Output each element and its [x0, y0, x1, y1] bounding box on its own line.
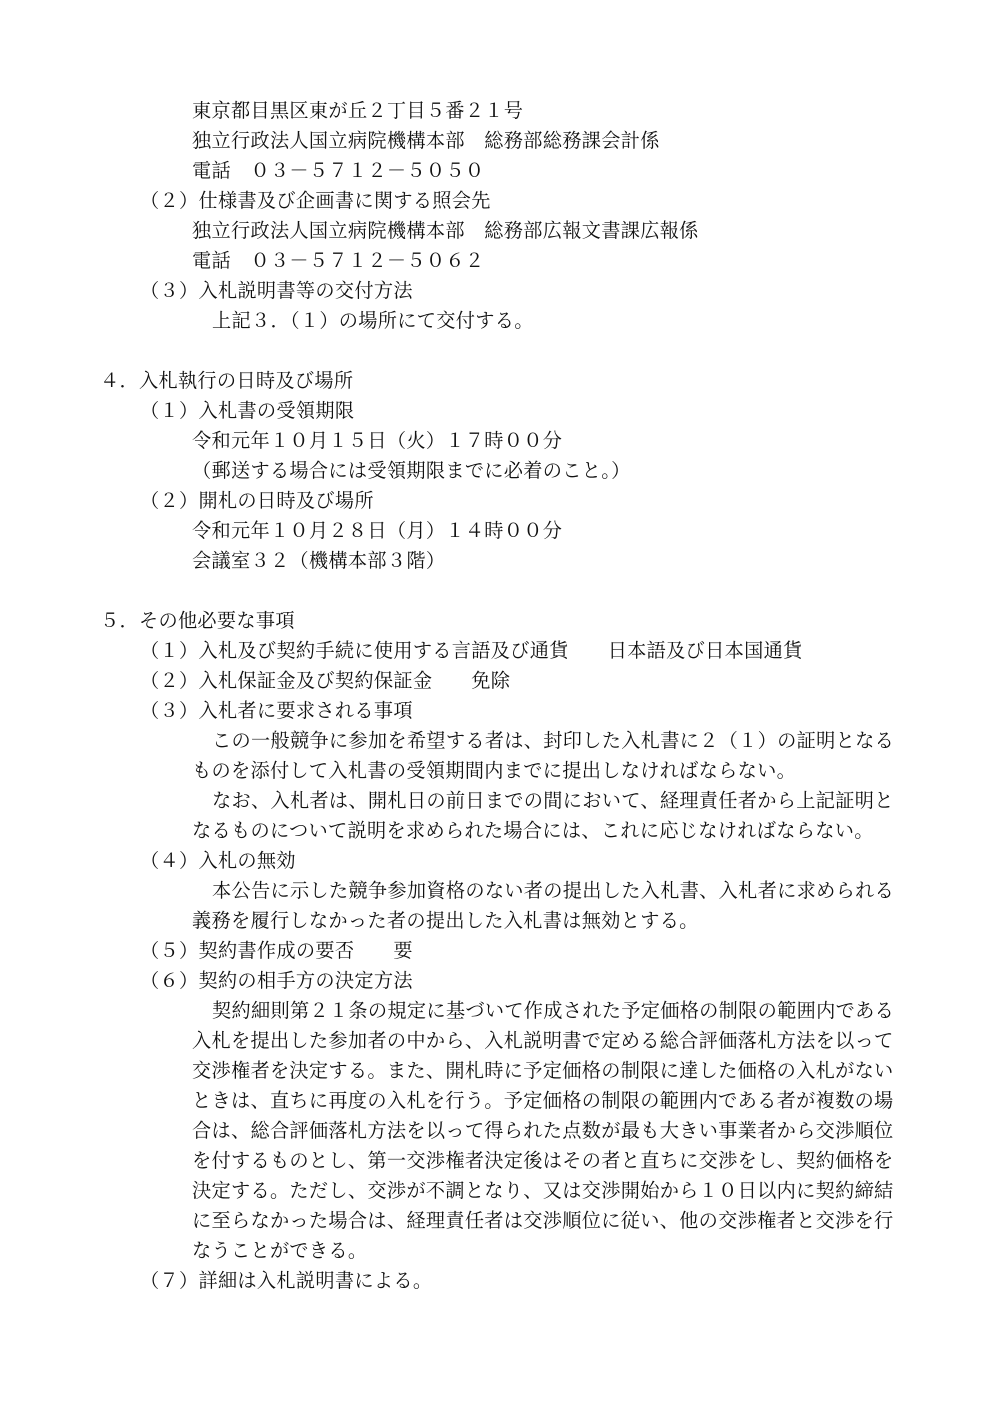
pr-office: 独立行政法人国立病院機構本部 総務部広報文書課広報係 [192, 219, 699, 242]
deposit-item: （２）入札保証金及び契約保証金 免除 [140, 669, 511, 692]
accounting-phone: 電話 ０３－５７１２－５０５０ [192, 159, 485, 182]
contract-document-item: （５）契約書作成の要否 要 [140, 939, 413, 962]
language-currency-item: （１）入札及び契約手続に使用する言語及び通貨 日本語及び日本国通貨 [140, 639, 803, 662]
requirements-paragraph-1: この一般競争に参加を希望する者は、封印した入札書に２（１）の証明となるものを添付して入札書の受領期間内までに提出しなければならない。 [192, 729, 895, 782]
invalid-bid-body: 本公告に示した競争参加資格のない者の提出した入札書、入札者に求められる義務を履行しなかった者の提出した入札書は無効とする。 [192, 879, 895, 932]
section5-heading: ５．その他必要な事項 [100, 609, 295, 632]
invalid-bid-heading: （４）入札の無効 [140, 849, 296, 872]
section4-heading: ４．入札執行の日時及び場所 [100, 369, 354, 392]
bid-deadline-heading: （１）入札書の受領期限 [140, 399, 355, 422]
bid-deadline-note: （郵送する場合には受領期限までに必着のこと。） [192, 459, 631, 482]
accounting-office: 独立行政法人国立病院機構本部 総務部総務課会計係 [192, 129, 660, 152]
delivery-method-heading: （３）入札説明書等の交付方法 [140, 279, 413, 302]
inquiry-heading: （２）仕様書及び企画書に関する照会先 [140, 189, 491, 212]
requirements-heading: （３）入札者に要求される事項 [140, 699, 413, 722]
requirements-paragraph-2: なお、入札者は、開札日の前日までの間において、経理責任者から上記証明となるものについて説明を求められた場合には、これに応じなければならない。 [192, 789, 894, 842]
opening-date: 令和元年１０月２８日（月）１４時００分 [192, 519, 563, 542]
bid-deadline-date: 令和元年１０月１５日（火）１７時００分 [192, 429, 563, 452]
details-item: （７）詳細は入札説明書による。 [140, 1269, 433, 1292]
opening-place: 会議室３２（機構本部３階） [192, 549, 446, 572]
contact-address: 東京都目黒区東が丘２丁目５番２１号 [192, 99, 524, 122]
opening-heading: （２）開札の日時及び場所 [140, 489, 374, 512]
pr-phone: 電話 ０３－５７１２－５０６２ [192, 249, 485, 272]
award-method-body: 契約細則第２１条の規定に基づいて作成された予定価格の制限の範囲内である入札を提出した参加者の中から、入札説明書で定める総合評価落札方法を以って交渉権者を決定する。また、開札時に予定価格の制限に達した価格の入札がないときは、直ちに再度の入札を行う。予定価格の制限の範囲内である者が複数の場合は、総合評価落札方法を以って得られた点数が最も大きい事業者から交渉順位を付するものとし、第一交渉権者決定後はその者と直ちに交渉をし、契約価格を決定する。ただし、交渉が不調となり、又は交渉開始から１０日以内に契約締結に至らなかった場合は、経理責任者は交渉順位に従い、他の交渉権者と交渉を行なうことができる。 [192, 999, 895, 1262]
award-method-heading: （６）契約の相手方の決定方法 [140, 969, 413, 992]
delivery-method-body: 上記３．（１）の場所にて交付する。 [212, 309, 534, 332]
